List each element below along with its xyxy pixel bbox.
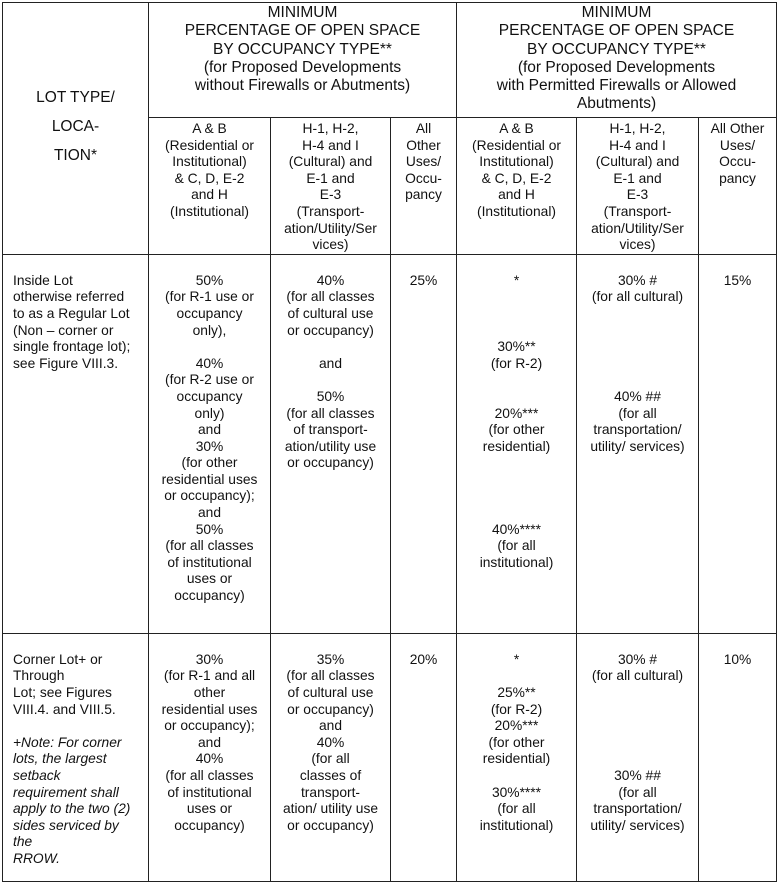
subheader-ab-with bbox=[457, 118, 577, 255]
cell-other-with bbox=[699, 254, 777, 633]
cell-h bbox=[271, 254, 391, 633]
cell-line bbox=[577, 372, 698, 389]
group-header-line: MINIMUM bbox=[267, 4, 338, 21]
cell-line: 10% bbox=[723, 651, 752, 667]
cell-line: (for all classes bbox=[165, 767, 254, 783]
group-header-line: Abutments) bbox=[576, 95, 657, 113]
cell-line: and bbox=[318, 718, 343, 734]
cell-line bbox=[457, 768, 576, 785]
subheader-line: vices) bbox=[312, 237, 349, 253]
cell-line: institutional) bbox=[479, 554, 554, 570]
group-header-line: BY OCCUPANCY TYPE** bbox=[527, 40, 706, 58]
cell-line bbox=[457, 372, 576, 389]
row-label-line: (Non – corner or bbox=[13, 322, 114, 338]
cell-line: (for R-1 use or bbox=[165, 289, 254, 305]
cell-line bbox=[271, 339, 390, 356]
subheader-h-with bbox=[577, 118, 699, 255]
open-space-table bbox=[2, 2, 777, 882]
row-label-line: otherwise referred bbox=[13, 289, 125, 305]
cell-line: and bbox=[197, 422, 222, 438]
row-label-line: Lot; see Figures bbox=[13, 684, 112, 700]
subheader-line: vices) bbox=[619, 237, 656, 253]
cell-line: (for all bbox=[497, 538, 536, 554]
cell-line: 30% bbox=[195, 651, 224, 667]
group-header-line: PERCENTAGE OF OPEN SPACE bbox=[498, 22, 735, 40]
subheader-ab bbox=[149, 118, 271, 255]
cell-line bbox=[577, 306, 698, 323]
row-label-corner-lot bbox=[3, 633, 149, 881]
cell-line: 25% bbox=[409, 272, 438, 288]
subheader-line: Institutional) bbox=[172, 154, 247, 170]
row-label-line bbox=[13, 718, 144, 735]
group-header-line: PERCENTAGE OF OPEN SPACE bbox=[184, 22, 421, 40]
cell-line: 20%*** bbox=[494, 405, 539, 421]
subheader-line: A & B bbox=[192, 121, 227, 136]
cell-line: 15% bbox=[723, 272, 752, 288]
cell-line: (for R-2) bbox=[490, 701, 543, 717]
cell-line bbox=[457, 389, 576, 406]
cell-ab bbox=[149, 254, 271, 633]
group-header-without-firewalls bbox=[149, 3, 457, 118]
cell-line bbox=[577, 685, 698, 702]
cell-line: uses or bbox=[186, 571, 233, 587]
cell-line: residential) bbox=[482, 438, 551, 454]
row-label-line: Through bbox=[13, 668, 65, 684]
cell-line: residential uses bbox=[161, 701, 258, 717]
cell-line: occupancy) bbox=[174, 588, 245, 604]
row-label-line: single frontage lot); bbox=[13, 339, 131, 355]
cell-ab-with bbox=[457, 254, 577, 633]
cell-line: 40% bbox=[195, 355, 224, 371]
corner-note-line: lots, the largest bbox=[13, 751, 107, 767]
cell-line bbox=[457, 289, 576, 306]
cell-line: (for all classes bbox=[286, 289, 375, 305]
subheader-line: Institutional) bbox=[479, 154, 554, 170]
cell-line: transportation/ bbox=[593, 801, 682, 817]
subheader-line: (Cultural) and bbox=[288, 154, 373, 170]
cell-line: (for R-2 use or bbox=[165, 372, 254, 388]
cell-line: 30% # bbox=[617, 272, 658, 288]
lot-type-header-line: LOCA- bbox=[51, 117, 100, 135]
cell-line: or occupancy); bbox=[164, 488, 255, 504]
cell-line bbox=[457, 472, 576, 489]
cell-line: (for all classes bbox=[286, 668, 375, 684]
cell-line: 30% ## bbox=[614, 767, 661, 783]
cell-line: occupancy bbox=[176, 305, 243, 321]
corner-note-line: RROW. bbox=[13, 850, 61, 866]
cell-line: (for all bbox=[618, 405, 657, 421]
subheader-line: H-4 and I bbox=[302, 137, 359, 153]
cell-line bbox=[577, 718, 698, 735]
subheader-line: Uses/ bbox=[719, 137, 756, 153]
cell-line: 20%*** bbox=[494, 718, 539, 734]
subheader-other bbox=[391, 118, 457, 255]
cell-line: and bbox=[318, 355, 343, 371]
cell-line: uses or bbox=[186, 801, 233, 817]
subheader-line: & C, D, E-2 bbox=[174, 170, 245, 186]
cell-line bbox=[271, 372, 390, 389]
subheader-line: All bbox=[415, 121, 432, 136]
table-row-inside-lot bbox=[3, 254, 777, 633]
subheader-line: (Transport- bbox=[296, 203, 365, 219]
group-header-line: without Firewalls or Abutments) bbox=[194, 77, 411, 95]
cell-ab-with bbox=[457, 633, 577, 881]
subheader-line: (Cultural) and bbox=[595, 154, 680, 170]
cell-line bbox=[457, 668, 576, 685]
subheader-line: (Institutional) bbox=[477, 203, 556, 219]
row-label-line: Corner Lot+ or bbox=[13, 651, 103, 667]
cell-line: 30%** bbox=[497, 339, 536, 355]
subheader-line: and H bbox=[498, 187, 535, 203]
subheader-line: pancy bbox=[405, 187, 442, 203]
cell-h-with bbox=[577, 633, 699, 881]
table-row-corner-lot bbox=[3, 633, 777, 881]
cell-other-with bbox=[699, 633, 777, 881]
row-label-line: VIII.4. and VIII.5. bbox=[13, 701, 116, 717]
cell-line: (for all bbox=[311, 751, 350, 767]
cell-line: 50% bbox=[195, 272, 224, 288]
subheader-line: (Institutional) bbox=[170, 203, 249, 219]
cell-line bbox=[457, 488, 576, 505]
group-header-line: (for Proposed Developments bbox=[517, 58, 716, 76]
subheader-other-with bbox=[699, 118, 777, 255]
subheader-line: ation/Utility/Ser bbox=[591, 220, 684, 236]
cell-line: 30%**** bbox=[491, 784, 542, 800]
corner-note-line: sides serviced by bbox=[13, 817, 119, 833]
lot-type-header bbox=[3, 3, 149, 255]
cell-line: (for all bbox=[618, 784, 657, 800]
cell-line: of cultural use bbox=[287, 684, 374, 700]
subheader-line: E-3 bbox=[319, 187, 342, 203]
cell-line: only) bbox=[194, 405, 225, 421]
subheader-line: E-1 and bbox=[306, 170, 355, 186]
cell-line: occupancy bbox=[176, 388, 243, 404]
corner-note-line: apply to the two (2) bbox=[13, 801, 131, 817]
cell-line: (for other bbox=[181, 455, 238, 471]
cell-line bbox=[577, 702, 698, 719]
row-label-inside-lot bbox=[3, 254, 149, 633]
subheader-line: E-1 and bbox=[613, 170, 662, 186]
cell-line: 30% # bbox=[617, 651, 658, 667]
cell-line: or occupancy) bbox=[287, 455, 374, 471]
cell-other bbox=[391, 254, 457, 633]
subheader-line: pancy bbox=[719, 170, 756, 186]
cell-line: of cultural use bbox=[287, 305, 374, 321]
corner-note-line: requirement shall bbox=[13, 784, 119, 800]
cell-h bbox=[271, 633, 391, 881]
cell-line: or occupancy); bbox=[164, 718, 255, 734]
cell-line: and bbox=[197, 734, 222, 750]
corner-note-line: setback bbox=[13, 767, 61, 783]
cell-line: 40% bbox=[316, 272, 345, 288]
cell-ab bbox=[149, 633, 271, 881]
subheader-line: ation/Utility/Ser bbox=[284, 220, 377, 236]
cell-line: utility/ services) bbox=[590, 438, 685, 454]
cell-line: * bbox=[513, 651, 520, 667]
subheader-h bbox=[271, 118, 391, 255]
subheader-line: H-1, H-2, bbox=[302, 121, 359, 136]
cell-line: institutional) bbox=[479, 817, 554, 833]
cell-line: and bbox=[197, 505, 222, 521]
subheader-line: Occu- bbox=[405, 170, 442, 186]
cell-line: 50% bbox=[316, 388, 345, 404]
cell-line: classes of bbox=[299, 767, 362, 783]
cell-line bbox=[457, 306, 576, 323]
subheader-line: (Residential or bbox=[472, 137, 561, 153]
group-header-line: with Permitted Firewalls or Allowed bbox=[496, 77, 737, 95]
cell-line: * bbox=[513, 272, 520, 288]
cell-line: (for all classes bbox=[286, 405, 375, 421]
cell-line: (for R-1 and all bbox=[163, 668, 256, 684]
row-label-line: see Figure VIII.3. bbox=[13, 355, 119, 371]
subheader-line: Occu- bbox=[719, 154, 756, 170]
subheader-line: A & B bbox=[499, 121, 534, 136]
cell-line: only), bbox=[192, 322, 227, 338]
cell-line: 50% bbox=[195, 521, 224, 537]
subheader-line: H-4 and I bbox=[609, 137, 666, 153]
cell-line bbox=[457, 455, 576, 472]
subheader-line: H-1, H-2, bbox=[609, 121, 666, 136]
cell-line: 30% bbox=[195, 438, 224, 454]
subheader-line: All Other bbox=[710, 121, 765, 136]
group-header-line: MINIMUM bbox=[581, 4, 652, 21]
cell-line: or occupancy) bbox=[287, 701, 374, 717]
subheader-line: (Transport- bbox=[603, 203, 672, 219]
cell-line: or occupancy) bbox=[287, 817, 374, 833]
cell-line: 40% bbox=[316, 734, 345, 750]
cell-line: occupancy) bbox=[174, 817, 245, 833]
cell-line: (for all bbox=[497, 801, 536, 817]
cell-line: (for all cultural) bbox=[591, 289, 684, 305]
cell-line bbox=[577, 323, 698, 340]
cell-line: transportation/ bbox=[593, 422, 682, 438]
cell-line: of transport- bbox=[293, 422, 368, 438]
corner-note-line: the bbox=[13, 834, 33, 850]
subheader-line: (Residential or bbox=[165, 137, 254, 153]
cell-line bbox=[457, 505, 576, 522]
group-header-with-firewalls bbox=[457, 3, 777, 118]
cell-h-with bbox=[577, 254, 699, 633]
cell-line bbox=[577, 735, 698, 752]
cell-line bbox=[577, 751, 698, 768]
subheader-line: Other bbox=[406, 137, 441, 153]
subheader-line: Uses/ bbox=[405, 154, 442, 170]
cell-line: 40% bbox=[195, 751, 224, 767]
cell-line: (for all classes bbox=[165, 538, 254, 554]
cell-line: 20% bbox=[409, 651, 438, 667]
lot-type-header-line: TION* bbox=[53, 146, 98, 164]
cell-line: (for other bbox=[488, 734, 545, 750]
cell-line bbox=[577, 339, 698, 356]
group-header-line: BY OCCUPANCY TYPE** bbox=[213, 40, 392, 58]
row-label-line: to as a Regular Lot bbox=[13, 305, 130, 321]
cell-line: transport- bbox=[300, 784, 361, 800]
cell-line: (for other bbox=[488, 422, 545, 438]
cell-line bbox=[149, 339, 270, 356]
group-header-line: (for Proposed Developments bbox=[203, 58, 402, 76]
cell-line bbox=[457, 323, 576, 340]
cell-line: residential) bbox=[482, 751, 551, 767]
subheader-line: & C, D, E-2 bbox=[481, 170, 552, 186]
cell-line: other bbox=[193, 684, 226, 700]
cell-other bbox=[391, 633, 457, 881]
cell-line: 40%**** bbox=[491, 521, 542, 537]
cell-line: 40% ## bbox=[614, 388, 661, 404]
cell-line: (for all cultural) bbox=[591, 668, 684, 684]
cell-line: 25%** bbox=[497, 684, 536, 700]
subheader-line: and H bbox=[191, 187, 228, 203]
cell-line: (for R-2) bbox=[490, 355, 543, 371]
cell-line: residential uses bbox=[161, 471, 258, 487]
cell-line: of institutional bbox=[167, 554, 252, 570]
cell-line bbox=[577, 356, 698, 373]
subheader-line: E-3 bbox=[626, 187, 649, 203]
corner-note-line: +Note: For corner bbox=[13, 734, 122, 750]
cell-line: utility/ services) bbox=[590, 817, 685, 833]
cell-line: 35% bbox=[316, 651, 345, 667]
lot-type-header-line: LOT TYPE/ bbox=[36, 88, 115, 106]
cell-line: ation/utility use bbox=[284, 438, 377, 454]
cell-line: or occupancy) bbox=[287, 322, 374, 338]
cell-line: of institutional bbox=[167, 784, 252, 800]
row-label-line: Inside Lot bbox=[13, 272, 73, 288]
cell-line: ation/ utility use bbox=[282, 801, 379, 817]
